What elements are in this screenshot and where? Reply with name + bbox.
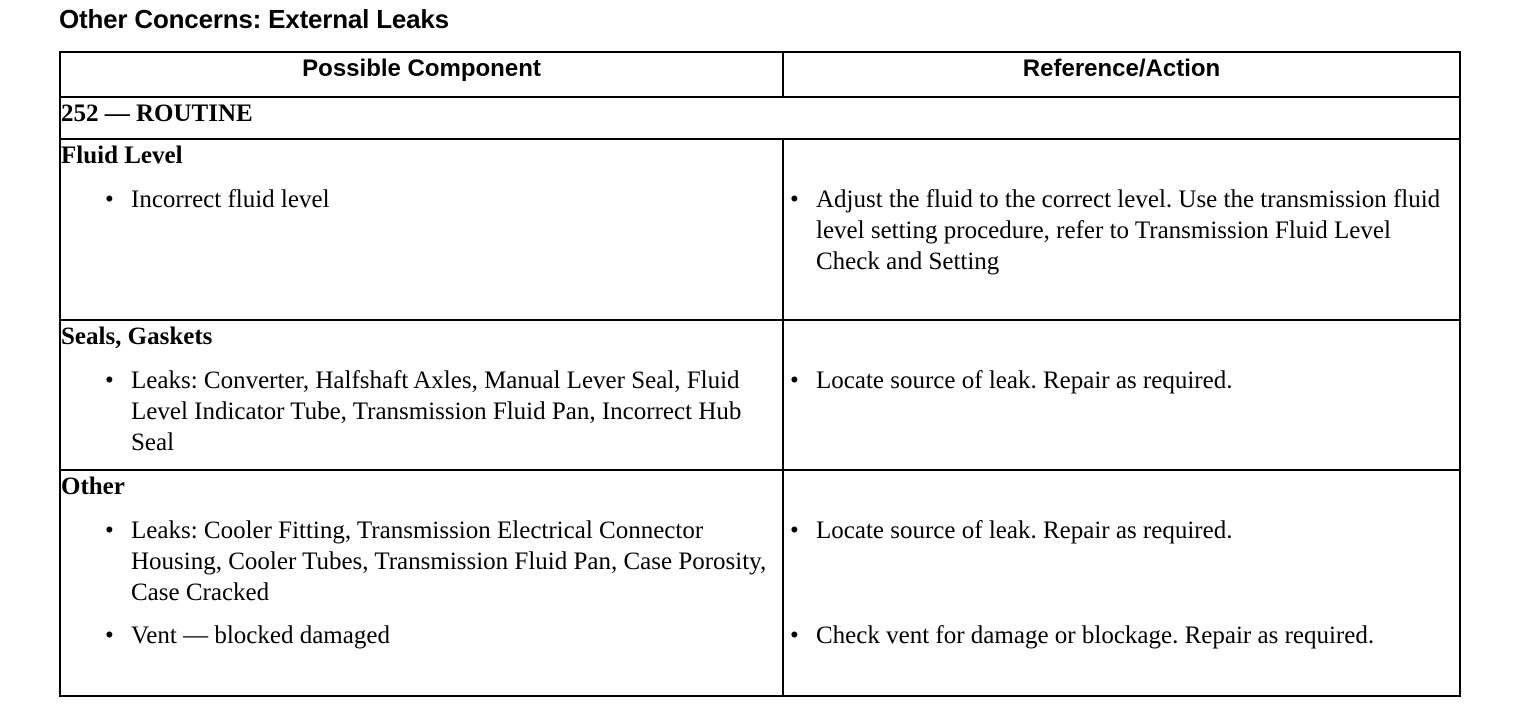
bullet-icon: • [790, 517, 799, 544]
section-title: Other [61, 473, 125, 500]
bullet-icon: • [790, 622, 799, 649]
component-text: Leaks: Converter, Halfshaft Axles, Manual Lever Seal, Fluid Level Indicator Tube, Transmission Fluid Pan, Incorrect Hub Seal [131, 367, 742, 456]
component-cell [60, 320, 783, 470]
header-possible-component: Possible Component [60, 52, 783, 97]
table-row [60, 320, 1460, 470]
bullet-icon: • [790, 367, 799, 394]
table-header-row [60, 52, 1460, 97]
component-text: Incorrect fluid level [131, 186, 330, 213]
action-text: Locate source of leak. Repair as required. [816, 367, 1233, 394]
component-text: Vent — blocked damaged [131, 622, 390, 649]
bullet-icon: • [105, 517, 114, 544]
table-row [60, 470, 1460, 696]
routine-row [60, 97, 1460, 139]
action-text: Adjust the fluid to the correct level. Use the transmission fluid level setting procedure, refer to Transmission Fluid Level Check and Setting [816, 186, 1441, 275]
page-title: Other Concerns: External Leaks [59, 4, 449, 34]
component-text: Leaks: Cooler Fitting, Transmission Electrical Connector Housing, Cooler Tubes, Transmission Fluid Pan, Case Porosity, Case Cracked [131, 517, 767, 606]
list-item [61, 515, 782, 608]
routine-label: 252 — ROUTINE [60, 97, 1460, 139]
header-reference-action: Reference/Action [783, 52, 1460, 97]
table-row [60, 139, 1460, 320]
list-item [61, 184, 782, 215]
section-title: Seals, Gaskets [61, 323, 213, 350]
list-item [61, 620, 782, 651]
list-item [61, 365, 782, 458]
bullet-icon: • [105, 186, 114, 213]
list-item [784, 184, 1459, 277]
list-item [784, 365, 1459, 396]
action-cell [783, 139, 1460, 320]
bullet-icon: • [105, 367, 114, 394]
diagnosis-table [59, 51, 1461, 697]
bullet-icon: • [790, 186, 799, 213]
action-cell [783, 320, 1460, 470]
action-cell [783, 470, 1460, 696]
bullet-icon: • [105, 622, 114, 649]
component-cell [60, 470, 783, 696]
action-text: Check vent for damage or blockage. Repair as required. [816, 622, 1375, 649]
list-item [784, 620, 1459, 651]
section-title: Fluid Level [61, 142, 183, 169]
list-item [784, 515, 1459, 608]
component-cell [60, 139, 783, 320]
action-text: Locate source of leak. Repair as required. [816, 517, 1233, 544]
